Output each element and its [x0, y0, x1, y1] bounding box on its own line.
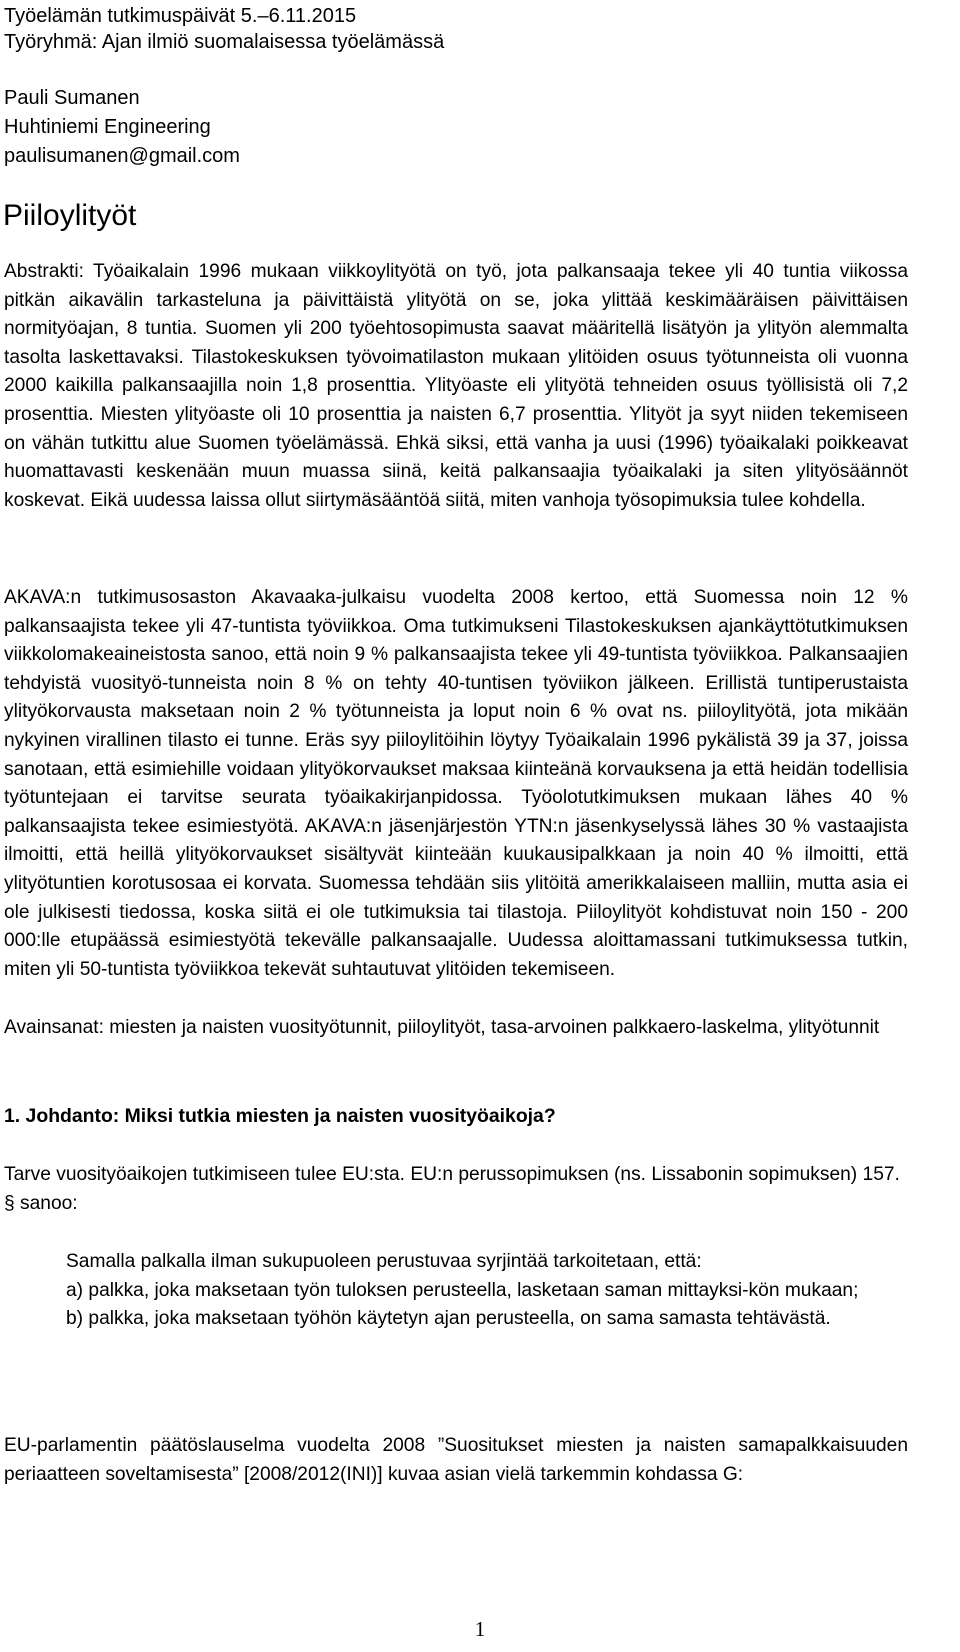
abstract-paragraph: Abstrakti: Työaikalain 1996 mukaan viikkoylityötä on työ, jota palkansaaja tekee yli 40 tuntia viikossa pitkän aikavälin tarkasteluna ja päivittäistä ylityötä on se, joka ylittää keskimääräisen päivittäisen normityöajan, 8 tuntia. Suomen yli 200 työehtosopimusta saavat määritellä lisätyön ja ylityön alemmalta tasolta laskettavaksi. Tilastokeskuksen työvoimatilaston mukaan ylitöiden osuus työtunneista oli vuonna 2000 kaikilla palkansaajilla noin 1,8 prosenttia. Ylityöaste eli ylityötä tehneiden osuus työllisistä oli 7,2 prosenttia. Miesten ylityöaste oli 10 prosenttia ja naisten 6,7 prosenttia. Ylityöt ja syyt niiden tekemiseen on vähän tutkittu alue Suomen työelämässä. Ehkä siksi, että vanha ja uusi (1996) työaikalaki poikkeavat huomattavasti keskenään muun muassa siinä, keitä palkansaajia työaikalaki ja siten ylityösäännöt koskevat. Eikä uudessa laissa ollut siirtymäsääntöä siitä, miten vanhoja työsopimuksia tulee kohdella. — [4, 261, 908, 511]
quote-intro: Samalla palkalla ilman sukupuoleen perustuvaa syrjintää tarkoitetaan, että: — [66, 1251, 702, 1272]
author-block — [4, 84, 240, 171]
author-affiliation: Huhtiniemi Engineering — [4, 116, 211, 138]
page-number: 1 — [474, 1617, 486, 1641]
keywords-paragraph: Avainsanat: miesten ja naisten vuosityötunnit, piiloylityöt, tasa-arvoinen palkkaero-laskelma, ylityötunnit — [4, 1017, 880, 1038]
conference-title: Työelämän tutkimuspäivät 5.–6.11.2015 — [4, 5, 357, 27]
quote-item-a: a) palkka, joka maksetaan työn tuloksen perusteella, lasketaan saman mittayksi-kön mukaan; — [66, 1279, 859, 1301]
treaty-quote — [66, 1248, 908, 1334]
document-title: Piiloylityöt — [3, 199, 137, 232]
author-email: paulisumanen@gmail.com — [4, 145, 240, 167]
section-heading: 1. Johdanto: Miksi tutkia miesten ja naisten vuosityöaikoja? — [4, 1105, 556, 1127]
conference-header — [4, 3, 444, 55]
eu-parliament-paragraph: EU-parlamentin päätöslauselma vuodelta 2008 ”Suositukset miesten ja naisten samapalkkaisuuden periaatteen soveltamisesta” [2008/2012(INI)] kuvaa asian vielä tarkemmin kohdassa G: — [4, 1435, 908, 1485]
akava-paragraph: AKAVA:n tutkimusosaston Akavaaka-julkaisu vuodelta 2008 kertoo, että Suomessa noin 12 % palkansaajista tekee yli 47-tuntista työviikkoa. Oma tutkimukseni Tilastokeskuksen ajankäyttötutkimuksen viikkolomakeaineistosta sanoo, että noin 9 % palkansaajista tekee yli 49-tuntista työviikkoa. Palkansaajien tehdyistä vuosityö-tunneista noin 8 % on tehty 40-tuntisen työviikon jälkeen. Erillistä tuntiperustaista ylityökorvausta maksetaan noin 2 % työtunneista ja loput noin 6 % ovat ns. piiloylityötä, jota mikään nykyinen virallinen tilasto ei tunne. Eräs syy piiloylitöihin löytyy Työaikalain 1996 pykälistä 39 ja 37, joissa sanotaan, että esimiehille voidaan ylityökorvaukset maksaa kiinteänä korvauksena ja että heidän todellisia työtuntejaan ei tarvitse seurata työaikakirjanpidossa. Työolotutkimuksen mukaan lähes 40 % palkansaajista tekee esimiestyötä. AKAVA:n jäsenjärjestön YTN:n jäsenkyselyssä lähes 30 % vastaajista ilmoitti, että heillä ylityökorvaukset sisältyvät kiinteään kuukausipalkkaan ja noin 40 % ilmoitti, että ylityötuntien korotusosaa ei korvata. Suomessa tehdään siis ylitöitä amerikkalaiseen malliin, mutta asia ei ole julkisesti tiedossa, koska siitä ei ole tutkimuksia tai tilastoja. Piiloylityöt kohdistuvat noin 150 - 200 000:lle etupäässä esimiestyötä tekevälle palkansaajalle. Uudessa aloittamassani tutkimuksessa tutkin, miten yli 50-tuntista työviikkoa tekevät suhtautuvat ylitöiden tekemiseen. — [4, 587, 908, 980]
quote-item-b: b) palkka, joka maksetaan työhön käytetyn ajan perusteella, on sama samasta tehtävästä. — [66, 1308, 831, 1330]
workgroup-title: Työryhmä: Ajan ilmiö suomalaisessa työelämässä — [4, 31, 445, 53]
author-name: Pauli Sumanen — [4, 87, 140, 109]
intro-paragraph: Tarve vuosityöaikojen tutkimiseen tulee EU:sta. EU:n perussopimuksen (ns. Lissabonin sopimuksen) 157. § sanoo: — [4, 1164, 900, 1214]
